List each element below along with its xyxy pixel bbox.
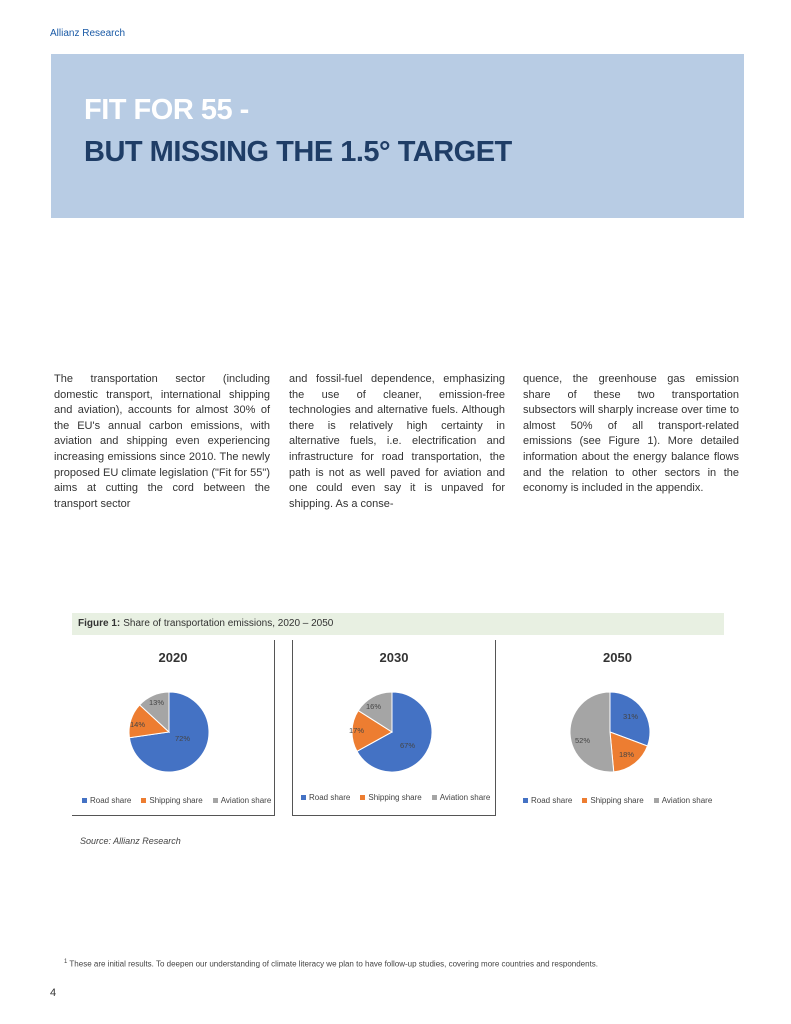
chart-legend [523,796,712,805]
chart-panel-2030 [292,640,496,816]
pct-label-shipping: 18% [619,750,635,759]
figure-source: Source: Allianz Research [80,836,181,846]
legend-label: Aviation share [661,796,713,805]
legend-item-aviation [213,796,272,805]
legend-label: Shipping share [368,793,422,802]
legend-item-road [301,793,350,802]
legend-item-road [82,796,131,805]
pct-label-road: 72% [175,734,191,743]
pie-chart-2020 [119,682,219,782]
footnote [64,959,598,969]
pct-label-shipping: 17% [349,726,365,735]
pct-label-aviation: 13% [149,698,165,707]
chart-panel-2050 [515,640,720,815]
legend-item-aviation [654,796,713,805]
pie-chart-2050 [560,682,660,782]
footnote-text: These are initial results. To deepen our understanding of climate literacy we plan to have follow-up studies, covering more countries and respondents. [69,959,599,969]
legend-label: Road share [90,796,132,805]
legend-item-shipping [360,793,421,802]
chart-year-title: 2030 [379,650,409,665]
legend-label: Aviation share [439,793,491,802]
legend-item-shipping [141,796,202,805]
legend-label: Road share [309,793,351,802]
title-line-2: BUT MISSING THE 1.5° TARGET [84,136,512,168]
chart-legend [82,796,271,805]
pct-label-aviation: 16% [366,702,382,711]
footnote-mark: 1 [64,959,68,965]
figure-caption [72,613,724,635]
chart-legend [301,793,490,802]
legend-item-road [523,796,572,805]
pie-slice-aviation [570,692,614,772]
legend-item-shipping [582,796,643,805]
chart-year-title: 2020 [158,650,188,665]
pct-label-road: 67% [400,741,416,750]
chart-year-title: 2050 [603,650,632,665]
body-column-2: and fossil-fuel dependence, emphasizing the use of cleaner, emission-free technologies and alternative fuels. Although there is relatively high certainty in alternative fuels, i.e. electrification and infrastructure for road transportation, the path is not as well paved for aviation and one could even say it is unpaved for shipping. As a conse- [289,373,505,510]
chart-panel-2020 [72,640,275,816]
legend-label: Shipping share [149,796,203,805]
title-line-1: FIT FOR 55 - [84,94,249,126]
pct-label-aviation: 52% [575,736,591,745]
figure-label: Figure 1: [78,618,121,629]
legend-label: Aviation share [220,796,272,805]
page-number: 4 [50,987,57,999]
header-brand: Allianz Research [50,28,126,39]
body-column-1: The transportation sector (including domestic transport, international shipping and aviation), accounts for almost 30% of the EU's annual carbon emissions, with aviation and shipping even experiencing increasing emissions since 2010. The newly proposed EU climate legislation ("Fit for 55") aims at cutting the cord between the transport sector [54,373,270,510]
title-banner [51,54,744,218]
figure-title: Share of transportation emissions, 2020 – 2050 [123,618,334,629]
pct-label-road: 31% [623,712,639,721]
legend-item-aviation [432,793,491,802]
body-column-3: quence, the greenhouse gas emission share of these two transportation subsectors will sharply increase over time to almost 50% of all transport-related emissions (see Figure 1). More detailed information about the energy balance flows and the relation to other sectors in the economy is included in the appendix. [523,373,739,495]
legend-label: Road share [531,796,573,805]
legend-label: Shipping share [590,796,644,805]
pct-label-shipping: 14% [130,720,146,729]
